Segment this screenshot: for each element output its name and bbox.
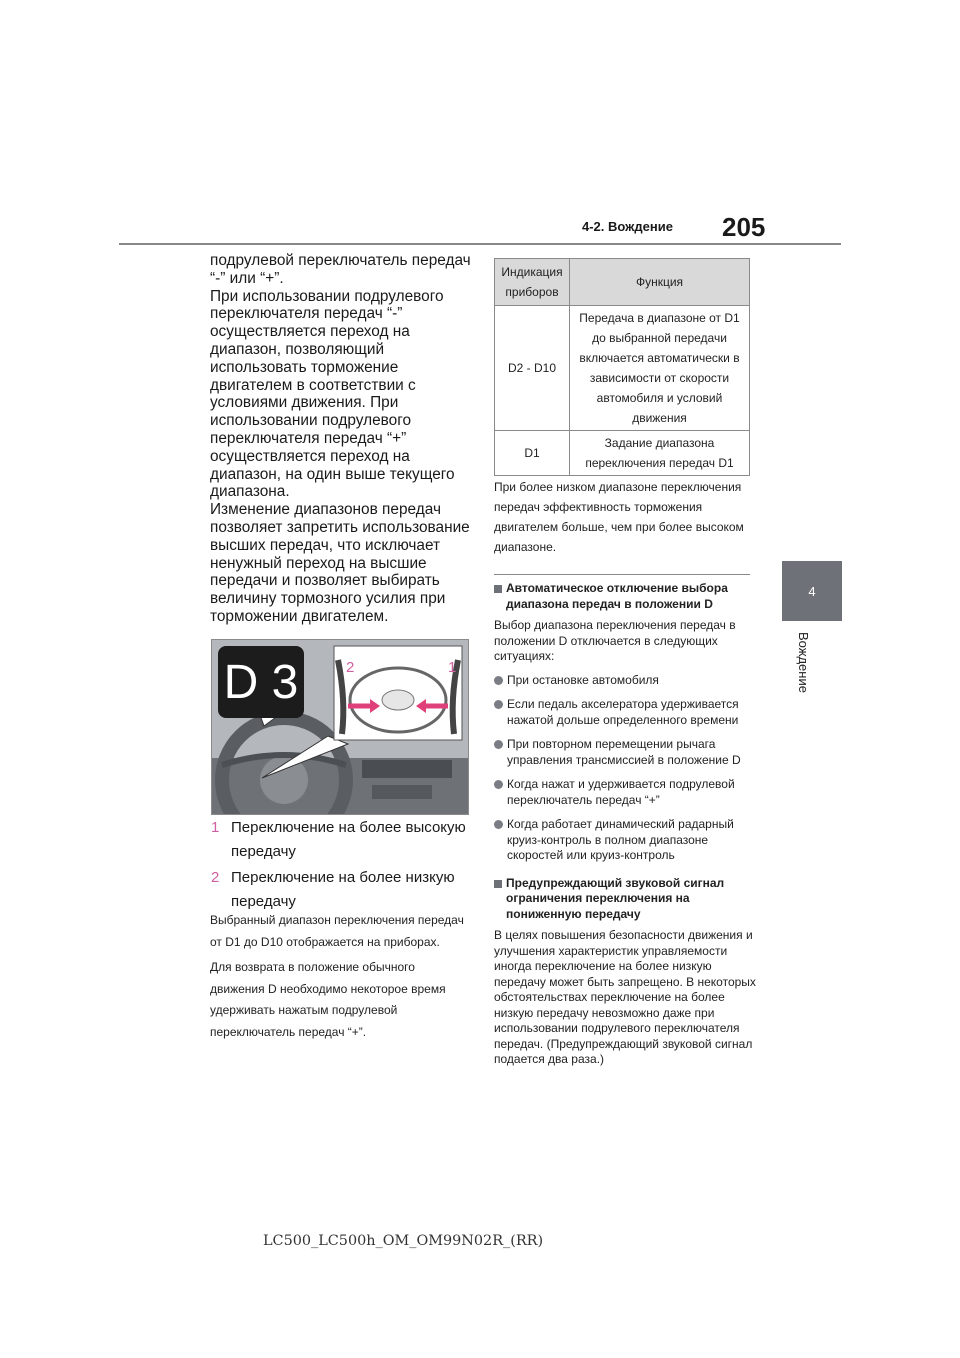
heading-text: Предупреждающий звуковой сигнал ограничения переключения на пониженную передачу	[506, 875, 725, 921]
legend-text: Переключение на более высокую передачу	[231, 819, 466, 860]
list-item-text: При повторном перемещении рычага управления трансмиссией в положение D	[507, 737, 741, 767]
list-item	[494, 673, 756, 689]
paragraph: Выбор диапазона переключения передач в положении D отключается в следующих ситуациях:	[494, 618, 736, 663]
table-row	[495, 431, 750, 476]
table-note-text: При более низком диапазоне переключения передач эффективность торможения двигателем больше, чем при более высоком диапазоне.	[494, 480, 744, 554]
main-text	[210, 252, 472, 626]
gear-display-text: D 3	[223, 656, 299, 709]
notes	[210, 910, 472, 1047]
legend-item	[211, 866, 481, 914]
list-item-text: Если педаль акселератора удерживается нажатой дольше определенного времени	[507, 697, 739, 727]
list-item	[494, 777, 756, 808]
table-cell: Передача в диапазоне от D1 до выбранной передачи включается автоматически в зависимости от скорости автомобиля и условий движения	[570, 306, 750, 431]
paddle-shifter-illustration	[211, 639, 469, 815]
bullet-dot-icon	[494, 780, 503, 789]
indicator-table	[494, 258, 750, 476]
legend-item	[211, 816, 481, 864]
table-header: Функция	[570, 259, 750, 306]
list-item	[494, 817, 756, 864]
paragraph: В целях повышения безопасности движения и улучшения характеристик управляемости иногда переключение на более низкую передачу может быть запрещено. В некоторых обстоятельствах переключение на более низкую передачу невозможно даже при использовании подрулевого переключателя передач. (Предупреждающий звуковой сигнал подается два раза.)	[494, 928, 756, 1066]
bullet-dot-icon	[494, 740, 503, 749]
callout-2: 2	[346, 659, 355, 676]
table-cell: Задание диапазона переключения передач D1	[570, 431, 750, 476]
table-header: Индикация приборов	[495, 259, 570, 306]
section-heading	[494, 581, 756, 612]
list-item	[494, 737, 756, 768]
legend-number: 1	[211, 819, 220, 836]
paragraph: При использовании подрулевого переключателя передач “-” осуществляется переход на диапазон, позволяющий использовать торможение двигателем в соответствии с условиями движения. При использовании подрулевого переключателя передач “+” осуществляется переход на диапазон, на один выше текущего диапазона.	[210, 287, 455, 501]
paragraph: подрулевой переключатель передач “-” или “+”.	[210, 252, 471, 287]
right-column	[494, 581, 756, 1076]
illustration-legend	[211, 816, 481, 916]
section-title: 4-2. Вождение	[582, 219, 673, 234]
square-bullet-icon	[494, 585, 502, 593]
section-heading	[494, 876, 756, 923]
page-number: 205	[722, 212, 766, 242]
square-bullet-icon	[494, 880, 502, 888]
callout-1: 1	[448, 659, 457, 676]
bullet-dot-icon	[494, 820, 503, 829]
note: Для возврата в положение обычного движения D необходимо некоторое время удерживать нажатым подрулевой переключатель передач “+”.	[210, 960, 446, 1039]
chapter-number: 4	[808, 583, 816, 599]
table-row	[495, 306, 750, 431]
header-rule	[119, 243, 841, 245]
bullet-dot-icon	[494, 676, 503, 685]
note: Выбранный диапазон переключения передач от D1 до D10 отображается на приборах.	[210, 913, 464, 949]
bullet-dot-icon	[494, 700, 503, 709]
chapter-label: Вождение	[796, 632, 811, 693]
legend-number: 2	[211, 869, 220, 886]
chapter-tab[interactable]	[782, 561, 842, 621]
table-note	[494, 477, 756, 557]
paragraph: Изменение диапазонов передач позволяет запретить использование высших передач, что исключает ненужный переход на высшие передачи и позволяет выбирать величину тормозного усилия при торможении двигателем.	[210, 501, 470, 625]
legend-text: Переключение на более низкую передачу	[231, 869, 455, 910]
list-item-text: При остановке автомобиля	[507, 672, 659, 687]
table-cell: D1	[495, 431, 570, 476]
section-rule	[494, 574, 750, 575]
list-item-text: Когда нажат и удерживается подрулевой переключатель передач “+”	[507, 777, 735, 807]
table-cell: D2 - D10	[495, 306, 570, 431]
list-item-text: Когда работает динамический радарный круиз-контроль в полном диапазоне скоростей или круиз-контроль	[507, 817, 734, 862]
illustration-svg	[212, 640, 468, 814]
table-header-row	[495, 259, 750, 306]
footer-code: LC500_LC500h_OM_OM99N02R_(RR)	[263, 1233, 544, 1249]
heading-text: Автоматическое отключение выбора диапазона передач в положении D	[506, 581, 728, 611]
list-item	[494, 697, 756, 728]
